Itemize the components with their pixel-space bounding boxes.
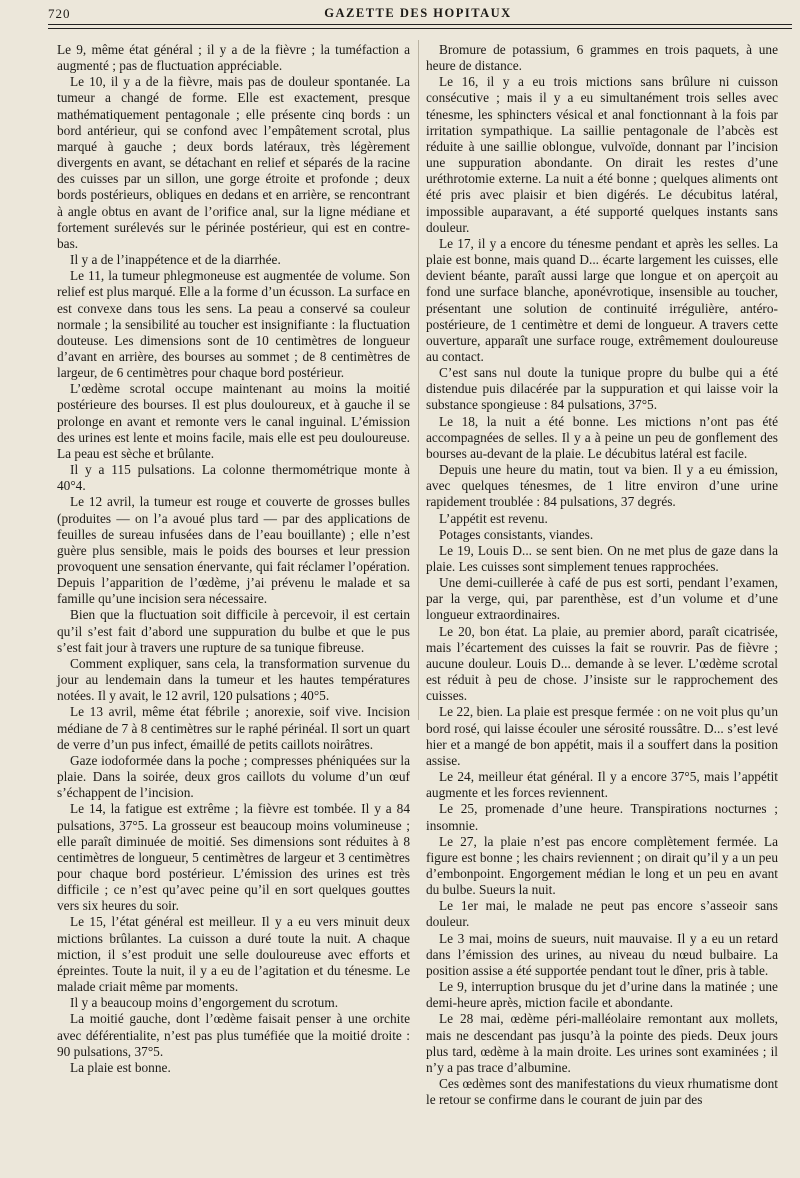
paragraph: Le 10, il y a de la fièvre, mais pas de douleur spontanée. La tumeur a changé de forme. Elle est exactement, presque mathématiquement pentagonale ; elle présente cinq bords : un bord antérieur, qui se confond avec l’empâtement scrotal, plus marqué à gauche ; deux bords latéraux, très légèrement divergents en avant, se détachant en relief et séparés de la racine des cuisses par un sillon, une gorge étroite et profonde ; deux bords postérieurs, obliques en dedans et en arrière, se rencontrant à angle obtus en avant de l’orifice anal, sur la ligne médiane et fortement surélevés sur le périnée postérieur, qui est en contre-bas.	[57, 74, 410, 251]
paragraph: Le 24, meilleur état général. Il y a encore 37°5, mais l’appétit augmente et les forces reviennent.	[426, 769, 778, 801]
paragraph: Il y a de l’inappétence et de la diarrhée.	[70, 252, 281, 268]
paragraph: Une demi-cuillerée à café de pus est sorti, pendant l’examen, par la verge, qui, par parenthèse, est d’un volume et d’une longueur extraordinaires.	[426, 575, 778, 623]
paragraph: Le 14, la fatigue est extrême ; la fièvre est tombée. Il y a 84 pulsations, 37°5. La grosseur est beaucoup moins volumineuse ; elle paraît diminuée de moitié. Ses dimensions sont réduites à 8 centimètres de longueur, 5 centimètres de largeur et 3 centimètres pour chaque bord postérieur. L’émission des urines est très difficile ; ce n’est qu’avec peine qu’il en sort quelques gouttes vers six heures du soir.	[57, 801, 410, 914]
column-divider	[418, 40, 419, 720]
paragraph: Le 1er mai, le malade ne peut pas encore s’asseoir sans douleur.	[426, 898, 778, 930]
paragraph: Le 3 mai, moins de sueurs, nuit mauvaise. Il y a eu un retard dans l’émission des urines, au niveau du nœud bulbaire. La position assise a été supportée pendant tout le dîner, pris à table.	[426, 930, 778, 978]
paragraph: Il y a beaucoup moins d’engorgement du scrotum.	[70, 995, 339, 1011]
paragraph: Le 11, la tumeur phlegmoneuse est augmentée de volume. Son relief est plus marqué. Elle a la forme d’un écusson. La surface en est convexe dans tous les sens. La peau a conservé sa couleur normale ; la sensibilité au toucher est insignifiante : la fluctuation douteuse. Les dimensions sont de 10 centimètres de longueur d’avant en arrière, des bourses au sommet ; de 8 centimètres de largeur, de 6 centimètres pour chaque bord postérieur.	[57, 268, 410, 381]
paragraph: Le 17, il y a encore du ténesme pendant et après les selles. La plaie est bonne, mais quand D... écarte largement les cuisses, elle devient béante, paraît aussi large que longue et on aperçoit au fond une surface blanche, aponévrotique, insensible au toucher, présentant une solution de continuité irrégulière, antéro-postérieure, de 1 centimètre et demi de longueur. A travers cette ouverture, apparaît une surface rouge, extrêmement douloureuse au contact.	[426, 235, 778, 364]
paragraph: La moitié gauche, dont l’œdème faisait penser à une orchite avec déférentialite, n’est pas plus tuméfiée que la moitié droite : 90 pulsations, 37°5.	[57, 1011, 410, 1059]
paragraph: Le 18, la nuit a été bonne. Les mictions n’ont pas été accompagnées de selles. Il y a à peine un peu de gonflement des bourses au-devant de la plaie. Le décubitus latéral est facile.	[426, 413, 778, 461]
paragraph: La plaie est bonne.	[70, 1059, 171, 1075]
paragraph: Comment expliquer, sans cela, la transformation survenue du jour au lendemain dans la tumeur et les hautes températures notées. Il y avait, le 12 avril, 120 pulsations ; 40°5.	[57, 655, 410, 704]
paragraph: Le 25, promenade d’une heure. Transpirations nocturnes ; insomnie.	[426, 801, 778, 833]
paragraph: Le 22, bien. La plaie est presque fermée : on ne voit plus qu’un bord rosé, qui laisse écouler une sérosité roussâtre. D... s’est levé hier et a mangé de bon appétit, mais il a souffert dans la position assise.	[426, 704, 778, 768]
paragraph: Le 20, bon état. La plaie, au premier abord, paraît cicatrisée, mais l’écartement des cuisses la fait se rouvrir. Pas de fièvre ; aucune douleur. Louis D... demande à se lever. L’œdème scrotal est réduit à peu de chose. J’insiste sur le rapprochement des cuisses.	[426, 623, 778, 704]
paragraph: Il y a 115 pulsations. La colonne thermométrique monte à 40°4.	[57, 462, 410, 494]
paragraph: Le 9, même état général ; il y a de la fièvre ; la tuméfaction a augmenté ; pas de fluctuation appréciable.	[57, 42, 410, 74]
paragraph: Le 28 mai, œdème péri-malléolaire remontant aux mollets, mais ne descendant pas jusqu’à la pointe des pieds. Deux jours plus tard, œdème à la main droite. Les urines sont examinées ; il n’y a pas trace d’albumine.	[426, 1011, 778, 1075]
header-rule-thick	[48, 24, 792, 25]
paragraph: Bromure de potassium, 6 grammes en trois paquets, à une heure de distance.	[426, 42, 778, 74]
paragraph: C’est sans nul doute la tunique propre du bulbe qui a été distendue puis dilacérée par la suppuration et qui laisse voir la substance spongieuse : 84 pulsations, 37°5.	[426, 365, 778, 413]
paragraph: Depuis une heure du matin, tout va bien. Il y a eu émission, avec quelques ténesmes, de 1 litre environ d’une urine rapidement troublée : 84 pulsations, 37 degrés.	[426, 462, 778, 510]
page-number: 720	[48, 6, 71, 21]
journal-title: GAZETTE DES HOPITAUX	[324, 6, 512, 20]
paragraph: Le 15, l’état général est meilleur. Il y a eu vers minuit deux mictions brûlantes. La cuisson a duré toute la nuit. A chaque miction, il s’est produit une selle douloureuse avec efforts et épreintes. Toute la nuit, il y a eu de l’agitation et du ténesme. Le malade criait même par moments.	[57, 914, 410, 995]
paragraph: Le 9, interruption brusque du jet d’urine dans la matinée ; une demi-heure après, miction facile et abondante.	[426, 979, 778, 1011]
paragraph: Bien que la fluctuation soit difficile à percevoir, il est certain qu’il s’est fait d’abord une suppuration du bulbe et que le pus s’est fait jour à travers une rupture de sa tunique fibreuse.	[57, 607, 410, 655]
paragraph: Le 16, il y a eu trois mictions sans brûlure ni cuisson consécutive ; mais il y a eu simultanément trois selles avec ténesme, les sphincters vésical et anal fonctionnant à la fois par irritation sympathique. La saillie pentagonale de l’abcès est réduite à une saillie oblongue, vulvoïde, donnant par l’incision une suppuration abondante. On dirait les restes d’une uréthrotomie externe. La nuit a été bonne ; quelques aliments ont été pris avec plaisir et bien digérés. Le décubitus latéral, impossible auparavant, a été supporté quelques instants sans douleur.	[426, 74, 778, 235]
paragraph: Gaze iodoformée dans la poche ; compresses phéniquées sur la plaie. Dans la soirée, deux gros caillots du volume d’un œuf s’échappent de l’incision.	[57, 752, 410, 801]
paragraph: L’œdème scrotal occupe maintenant au moins la moitié postérieure des bourses. Il est plus douloureux, et à gauche il se prolonge en avant et remonte vers le canal inguinal. L’émission des urines est lente et moins facile, mais elle est peu douloureuse. La peau est sèche et brûlante.	[57, 381, 410, 461]
paragraph: Potages consistants, viandes.	[439, 526, 594, 542]
page-header	[48, 4, 788, 20]
paragraph: Ces œdèmes sont des manifestations du vieux rhumatisme dont le retour se confirme dans le courant de juin par des	[426, 1076, 778, 1108]
header-rule-thin	[48, 28, 792, 29]
paragraph: Le 19, Louis D... se sent bien. On ne met plus de gaze dans la plaie. Les cuisses sont simplement tenues rapprochées.	[426, 542, 778, 574]
paragraph: Le 13 avril, même état fébrile ; anorexie, soif vive. Incision médiane de 7 à 8 centimètres sur le raphé périnéal. Il sort un quart de verre d’un pus infect, émaillé de petits caillots noirâtres.	[57, 704, 410, 752]
paragraph: Le 27, la plaie n’est pas encore complètement fermée. La figure est bonne ; les chairs reviennent ; on dirait qu’il y a un peu d’embonpoint. Engorgement médian le long et un peu en avant du bulbe. Sueurs la nuit.	[426, 833, 778, 898]
paragraph: Le 12 avril, la tumeur est rouge et couverte de grosses bulles (produites — on l’a avoué plus tard — par des applications de feuilles de sureau infusées dans de l’eau bouillante) ; elle n’est guère plus sensible, mais le poids des bourses et leur pression provoquent une sensation énervante, qui fait réclamer l’opération. Depuis l’apparition de l’œdème, j’ai prévenu le malade et sa famille qu’une incision sera nécessaire.	[57, 494, 410, 607]
paragraph: L’appétit est revenu.	[439, 510, 548, 526]
left-column	[57, 42, 410, 1076]
right-column	[426, 42, 778, 1108]
